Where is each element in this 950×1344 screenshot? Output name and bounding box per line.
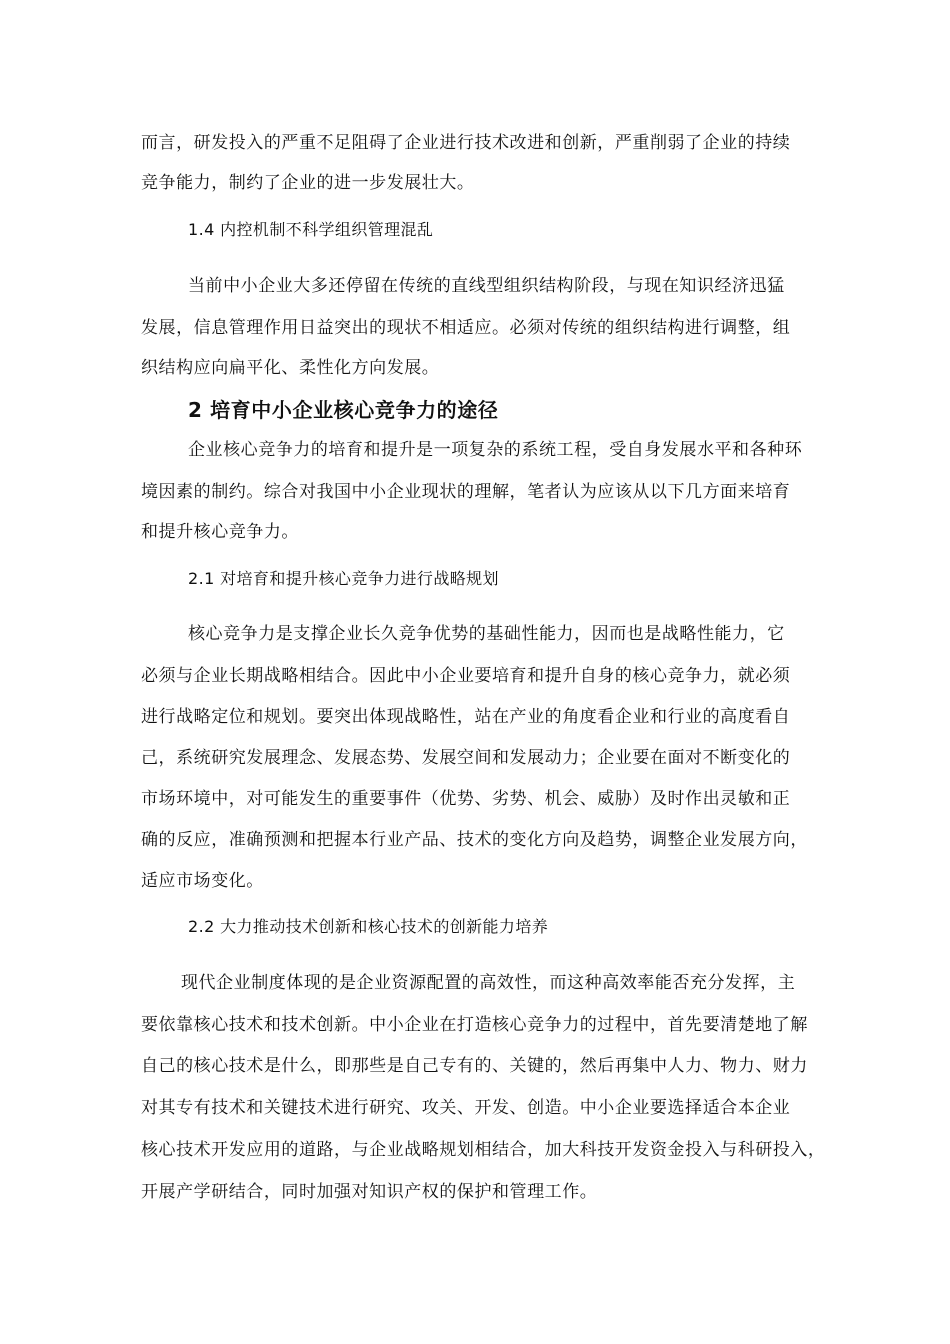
body-text-line: 核心竞争力是支撑企业长久竞争优势的基础性能力，因而也是战略性能力，它 — [188, 624, 785, 644]
body-text-line: 现代企业制度体现的是企业资源配置的高效性，而这种高效率能否充分发挥，主 — [181, 973, 796, 993]
subsection-heading: 2.1 对培育和提升核心竞争力进行战略规划 — [188, 569, 499, 588]
body-text-line: 核心技术开发应用的道路，与企业战略规划相结合，加大科技开发资金投入与科研投入， — [141, 1140, 826, 1160]
section-heading: 2 培育中小企业核心竞争力的途径 — [188, 398, 499, 422]
body-text-line: 要依靠核心技术和技术创新。中小企业在打造核心竞争力的过程中，首先要清楚地了解 — [141, 1015, 808, 1035]
subsection-heading: 2.2 大力推动技术创新和核心技术的创新能力培养 — [188, 917, 549, 936]
body-text-line: 织结构应向扁平化、柔性化方向发展。 — [141, 358, 440, 378]
body-text-line: 境因素的制约。综合对我国中小企业现状的理解，笔者认为应该从以下几方面来培育 — [141, 482, 791, 502]
body-text-line: 己，系统研究发展理念、发展态势、发展空间和发展动力；企业要在面对不断变化的 — [141, 748, 791, 768]
body-text-line: 当前中小企业大多还停留在传统的直线型组织结构阶段，与现在知识经济迅猛 — [188, 276, 785, 296]
body-text-line: 确的反应，准确预测和把握本行业产品、技术的变化方向及趋势，调整企业发展方向， — [141, 830, 808, 850]
body-text-line: 竞争能力，制约了企业的进一步发展壮大。 — [141, 173, 475, 193]
body-text-line: 市场环境中，对可能发生的重要事件（优势、劣势、机会、威胁）及时作出灵敏和正 — [141, 789, 791, 809]
body-text-line: 自己的核心技术是什么，即那些是自己专有的、关键的，然后再集中人力、物力、财力 — [141, 1056, 808, 1076]
body-text-line: 对其专有技术和关键技术进行研究、攻关、开发、创造。中小企业要选择适合本企业 — [141, 1098, 791, 1118]
body-text-line: 发展，信息管理作用日益突出的现状不相适应。必须对传统的组织结构进行调整，组 — [141, 318, 791, 338]
body-text-line: 必须与企业长期战略相结合。因此中小企业要培育和提升自身的核心竞争力，就必须 — [141, 666, 791, 686]
subsection-heading: 1.4 内控机制不科学组织管理混乱 — [188, 220, 434, 239]
body-text-line: 而言，研发投入的严重不足阻碍了企业进行技术改进和创新，严重削弱了企业的持续 — [141, 133, 791, 153]
body-text-line: 开展产学研结合，同时加强对知识产权的保护和管理工作。 — [141, 1182, 598, 1202]
body-text-line: 进行战略定位和规划。要突出体现战略性，站在产业的角度看企业和行业的高度看自 — [141, 707, 791, 727]
body-text-line: 企业核心竞争力的培育和提升是一项复杂的系统工程，受自身发展水平和各种环 — [188, 440, 803, 460]
body-text-line: 和提升核心竞争力。 — [141, 522, 299, 542]
body-text-line: 适应市场变化。 — [141, 871, 264, 891]
